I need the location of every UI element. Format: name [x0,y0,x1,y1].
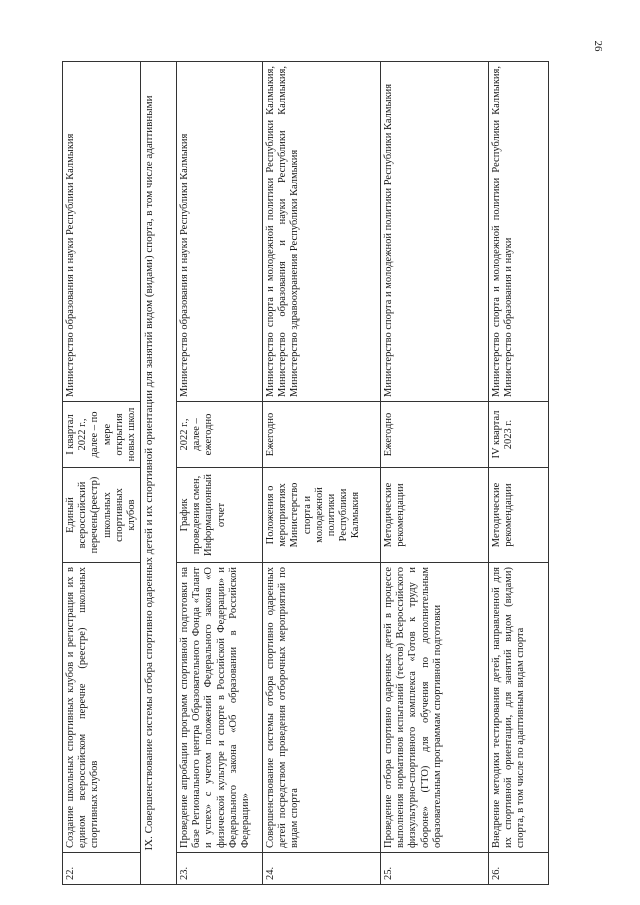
table-row [63,62,141,885]
deadline-cell: IV квартал 2023 г. [489,402,549,468]
activity-cell: Создание школьных спортивных клубов и регистрация их в едином всероссийском перечне (реестре) школьных спортивных клубов [63,563,141,853]
page-number: 26 [592,40,604,52]
deadline-cell: Ежегодно [263,402,381,468]
result-cell: График проведения смен, Информационный отчет [177,468,263,563]
deadline-cell: I квартал 2022 г., далее – по мере открытия новых школ [63,402,141,468]
row-number: 25. [381,853,489,885]
result-cell: Единый всероссийский перечень(реестр) школьных спортивных клубов [63,468,141,563]
deadline-cell: 2022 г., далее – ежегодно [177,402,263,468]
result-cell: Методические рекомендации [381,468,489,563]
row-number: 24. [263,853,381,885]
executors-cell: Министерство образования и науки Республики Калмыкия [63,62,141,402]
row-number: 22. [63,853,141,885]
activity-cell: Внедрение методики тестирования детей, направленной для их спортивной ориентации, для занятий видом (видами) спорта, в том числе по адаптивным видам спорта [489,563,549,853]
result-cell: Методические рекомендации [489,468,549,563]
deadline-cell: Ежегодно [381,402,489,468]
table-row [489,62,549,885]
table-row [263,62,381,885]
table-row [381,62,489,885]
section-header-row [141,62,177,885]
activity-cell: Совершенствование системы отбора спортивно одаренных детей посредством проведения отборочных мероприятий по видам спорта [263,563,381,853]
table-row [177,62,263,885]
activity-cell: Проведение апробации программ спортивной подготовки на базе Регионального центра Образовательного Фонда «Талант и успех» с учетом положений Федерального закона «О физической культуре и спорте в Российской Федерации» и Федерального закона «Об образовании в Российской Федерации» [177,563,263,853]
plan-table [62,61,549,885]
activity-cell: Проведение отбора спортивно одаренных детей в процессе выполнения нормативов испытаний (тестов) Всероссийского физкультурно-спортивного комплекса «Готов к труду и обороне» (ГТО) для обучения по дополнительным образовательным программам спортивной подготовки [381,563,489,853]
row-number: 23. [177,853,263,885]
rotated-document-table [62,62,562,885]
executors-cell: Министерство спорта и молодежной политики Республики Калмыкия [381,62,489,402]
executors-cell: Министерство спорта и молодежной политики Республики Калмыкия, Министерство образования и науки Республики Калмыкия, Министерство здравоохранения Республики Калмыкия [263,62,381,402]
executors-cell: Министерство спорта и молодежной политики Республики Калмыкия, Министерство образования и науки [489,62,549,402]
result-cell: Положения о мероприятиях Министерство спорта и молодежной политики Республики Калмыкия [263,468,381,563]
row-number: 26. [489,853,549,885]
executors-cell: Министерство образования и науки Республики Калмыкия [177,62,263,402]
section-title: IX. Совершенствование системы отбора спортивно одаренных детей и их спортивной ориентации для занятий видом (видами) спорта, в том числе адаптивными [141,62,177,885]
